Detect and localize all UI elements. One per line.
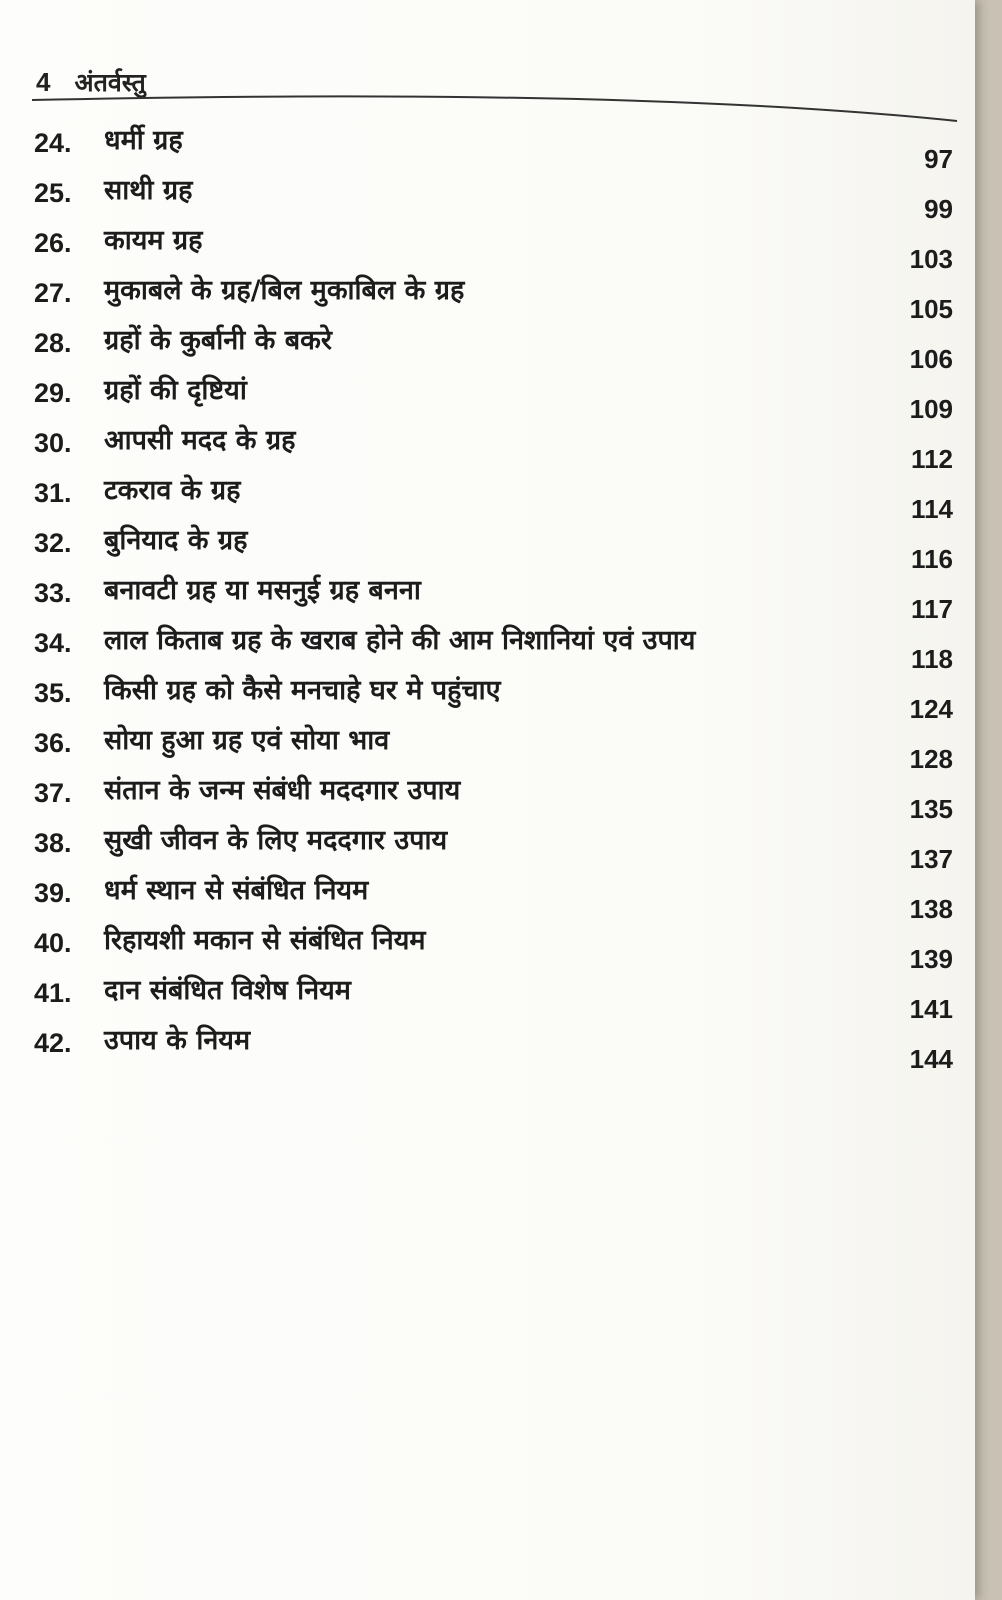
toc-page-number: 137 [909,844,953,874]
toc-row [0,168,975,224]
toc-title: दान संबंधित विशेष नियम [104,975,351,1006]
toc-page-number: 97 [924,144,953,174]
toc-number: 26. [34,228,72,258]
toc-page-number: 106 [909,344,953,374]
toc-title: ग्रहों की दृष्टियां [104,375,247,406]
page-number: 4 [36,66,51,97]
toc-page-number: 116 [911,544,953,574]
toc-row [0,918,975,974]
toc-number: 27. [34,278,72,308]
toc-row [0,418,975,474]
toc-page-number: 114 [911,494,953,524]
toc-title: उपाय के नियम [104,1025,251,1056]
toc-number: 35. [34,678,72,708]
toc-page-number: 138 [909,894,953,924]
toc-page-number: 103 [909,244,953,274]
toc-page-number: 117 [911,594,953,624]
toc-page-number: 141 [909,994,953,1024]
toc-page-number: 124 [909,694,953,724]
toc-page-number: 139 [909,944,953,974]
toc-page-number: 112 [911,444,953,474]
toc-number: 31. [34,478,72,508]
toc-number: 38. [34,828,72,858]
toc-page-number: 128 [909,744,953,774]
toc-title: रिहायशी मकान से संबंधित नियम [104,925,426,956]
toc-row [0,518,975,574]
toc-number: 36. [34,728,72,758]
toc-number: 39. [34,878,72,908]
toc-page-number: 135 [909,794,953,824]
toc-title: टकराव के ग्रह [104,475,241,506]
toc-page-number: 105 [909,294,953,324]
toc-title: संतान के जन्म संबंधी मददगार उपाय [104,775,461,806]
toc-row [0,768,975,824]
toc-title: आपसी मदद के ग्रह [104,425,296,456]
table-of-contents [0,118,975,1074]
toc-number: 34. [34,628,72,658]
toc-number: 24. [34,128,72,158]
toc-number: 25. [34,178,72,208]
toc-page-number: 144 [909,1044,953,1074]
toc-title: कायम ग्रह [104,225,203,256]
toc-title: किसी ग्रह को कैसे मनचाहे घर मे पहुंचाए [104,675,501,706]
toc-row [0,468,975,524]
toc-row [0,568,975,624]
toc-row [0,818,975,874]
toc-number: 30. [34,428,72,458]
toc-row [0,868,975,924]
toc-title: धर्म स्थान से संबंधित नियम [104,875,369,906]
toc-title: लाल किताब ग्रह के खराब होने की आम निशानियां एवं उपाय [104,625,696,656]
toc-row [0,1018,975,1074]
toc-row [0,118,975,174]
toc-title: मुकाबले के ग्रह/बिल मुकाबिल के ग्रह [104,275,465,306]
toc-title: बनावटी ग्रह या मसनुई ग्रह बनना [104,575,421,606]
toc-page-number: 118 [911,644,953,674]
toc-number: 32. [34,528,72,558]
toc-number: 28. [34,328,72,358]
toc-title: बुनियाद के ग्रह [104,525,248,556]
toc-row [0,318,975,374]
toc-row [0,368,975,424]
toc-number: 29. [34,378,72,408]
toc-row [0,668,975,724]
toc-number: 41. [34,978,72,1008]
toc-row [0,968,975,1024]
toc-title: सोया हुआ ग्रह एवं सोया भाव [104,725,390,756]
toc-page-number: 109 [909,394,953,424]
toc-number: 40. [34,928,72,958]
toc-row [0,218,975,274]
toc-title: ग्रहों के कुर्बानी के बकरे [104,325,332,356]
toc-row [0,618,975,674]
toc-number: 33. [34,578,72,608]
toc-row [0,268,975,324]
toc-number: 42. [34,1028,72,1058]
toc-title: सुखी जीवन के लिए मददगार उपाय [104,825,448,856]
toc-title: धर्मी ग्रह [104,125,183,156]
toc-number: 37. [34,778,72,808]
toc-title: साथी ग्रह [104,175,193,206]
toc-page-number: 99 [924,194,953,224]
section-title: अंतर्वस्तु [74,68,146,97]
toc-row [0,718,975,774]
